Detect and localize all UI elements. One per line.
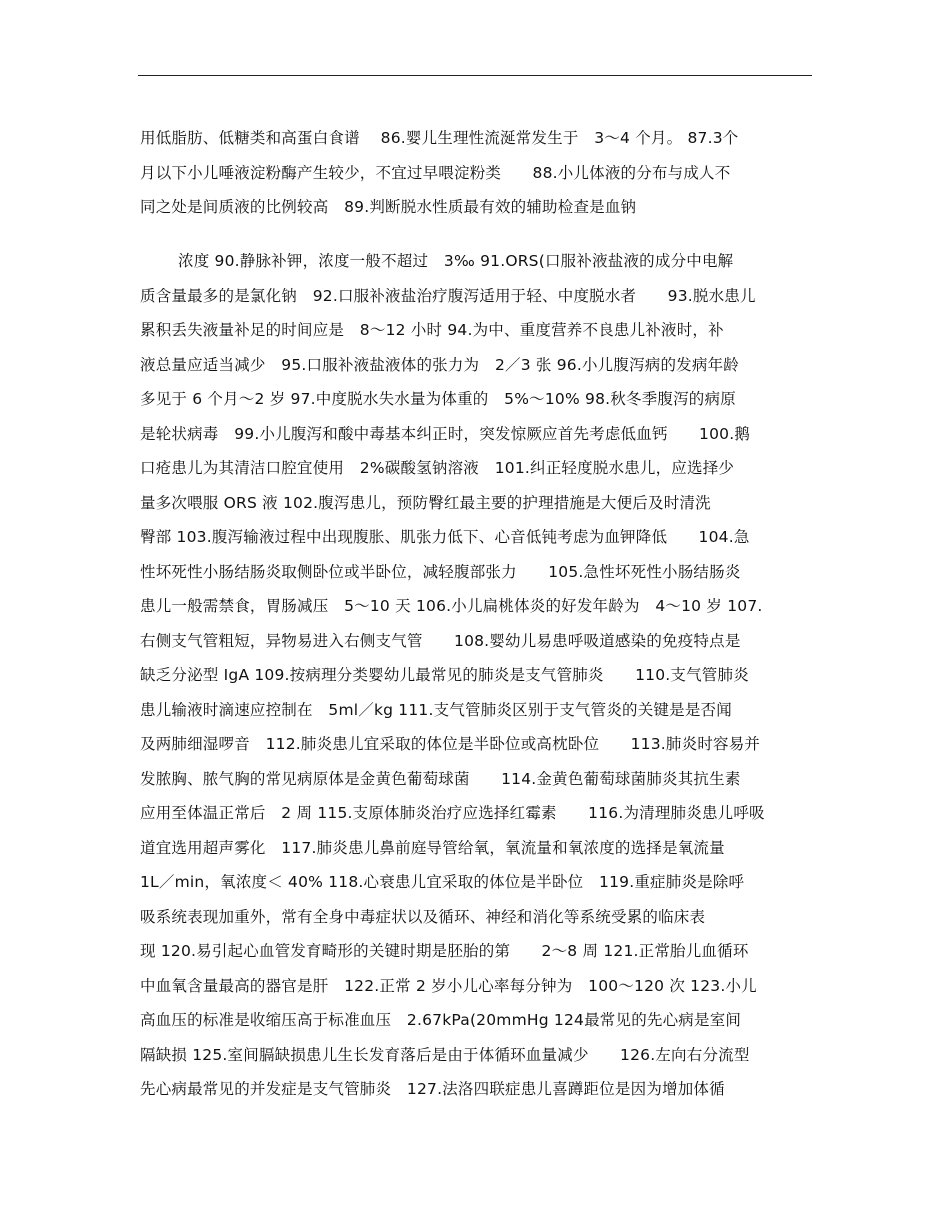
text-line: 隔缺损 125.室间膈缺损患儿生长发育落后是由于体循环血量减少 126.左向右分流型 bbox=[140, 1045, 750, 1064]
text-line: 浓度 90.静脉补钾，浓度一般不超过 3‰ 91.ORS(口服补液盐液的成分中电解 bbox=[178, 252, 734, 270]
text-line: 是轮状病毒 99.小儿腹泻和酸中毒基本纠正时，突发惊厥应首先考虑低血钙 100.鹅 bbox=[140, 424, 751, 443]
text-line: 液总量应适当减少 95.口服补液盐液体的张力为 2／3 张 96.小儿腹泻病的发病年龄 bbox=[140, 355, 739, 374]
paragraph-2 bbox=[140, 248, 830, 1111]
text-line: 缺乏分泌型 IgA 109.按病理分类婴幼儿最常见的肺炎是支气管肺炎 110.支气管肺炎 bbox=[140, 666, 749, 684]
text-line: 中血氧含量最高的器官是肝 122.正常 2 岁小儿心率每分钟为 100～120 次 123.小儿 bbox=[140, 976, 757, 995]
text-line: 性坏死性小肠结肠炎取侧卧位或半卧位，减轻腹部张力 105.急性坏死性小肠结肠炎 bbox=[140, 562, 741, 581]
header-rule bbox=[138, 75, 812, 76]
text-line: 患儿一般需禁食，胃肠减压 5～10 天 106.小儿扁桃体炎的好发年龄为 4～10 岁 107. bbox=[140, 597, 763, 615]
text-line: 右侧支气管粗短，异物易进入右侧支气管 108.婴幼儿易患呼吸道感染的免疫特点是 bbox=[140, 631, 741, 650]
text-line: 量多次喂服 ORS 液 102.腹泻患儿，预防臀红最主要的护理措施是大便后及时清洗 bbox=[140, 493, 711, 512]
text-line: 现 120.易引起心血管发育畸形的关键时期是胚胎的第 2～8 周 121.正常胎儿血循环 bbox=[140, 942, 749, 960]
text-line: 月以下小儿唾液淀粉酶产生较少，不宜过早喂淀粉类 88.小儿体液的分布与成人不 bbox=[140, 163, 731, 182]
text-line: 累积丢失液量补足的时间应是 8～12 小时 94.为中、重度营养不良患儿补液时，补 bbox=[140, 321, 724, 339]
text-line: 质含量最多的是氯化钠 92.口服补液盐治疗腹泻适用于轻、中度脱水者 93.脱水患儿 bbox=[140, 286, 756, 305]
text-line: 同之处是间质液的比例较高 89.判断脱水性质最有效的辅助检查是血钠 bbox=[140, 198, 637, 216]
text-line: 患儿输液时滴速应控制在 5ml／kg 111.支气管肺炎区别于支气管炎的关键是是否闻 bbox=[140, 700, 732, 719]
text-line: 道宜选用超声雾化 117.肺炎患儿鼻前庭导管给氧，氧流量和氧浓度的选择是氧流量 bbox=[140, 838, 725, 857]
text-line: 1L／min，氧浓度＜ 40% 118.心衰患儿宜采取的体位是半卧位 119.重症肺炎是除呼 bbox=[140, 873, 745, 891]
text-line: 口疮患儿为其清洁口腔宜使用 2%碳酸氢钠溶液 101.纠正轻度脱水患儿，应选择少 bbox=[140, 459, 735, 477]
text-line: 多见于 6 个月～2 岁 97.中度脱水失水量为体重的 5%～10% 98.秋冬季腹泻的病原 bbox=[140, 390, 736, 408]
text-line: 臀部 103.腹泻输液过程中出现腹胀、肌张力低下、心音低钝考虑为血钾降低 104.急 bbox=[140, 528, 750, 546]
text-line: 发脓胸、脓气胸的常见病原体是金黄色葡萄球菌 114.金黄色葡萄球菌肺炎其抗生素 bbox=[140, 769, 741, 788]
text-line: 高血压的标准是收缩压高于标准血压 2.67kPa(20mmHg 124最常见的先心病是室间 bbox=[140, 1011, 742, 1029]
text-line: 及两肺细湿啰音 112.肺炎患儿宜采取的体位是半卧位或高枕卧位 113.肺炎时容易并 bbox=[140, 735, 761, 753]
text-line: 用低脂肪、低糖类和高蛋白食谱 86.婴儿生理性流涎常发生于 3～4 个月。 87.3个 bbox=[140, 129, 739, 147]
text-line: 应用至体温正常后 2 周 115.支原体肺炎治疗应选择红霉素 116.为清理肺炎患儿呼吸 bbox=[140, 804, 765, 822]
text-line: 先心病最常见的并发症是支气管肺炎 127.法洛四联症患儿喜蹲距位是因为增加体循 bbox=[140, 1080, 725, 1098]
paragraph-1 bbox=[140, 125, 830, 229]
text-line: 吸系统表现加重外，常有全身中毒症状以及循环、神经和消化等系统受累的临床表 bbox=[140, 907, 706, 926]
